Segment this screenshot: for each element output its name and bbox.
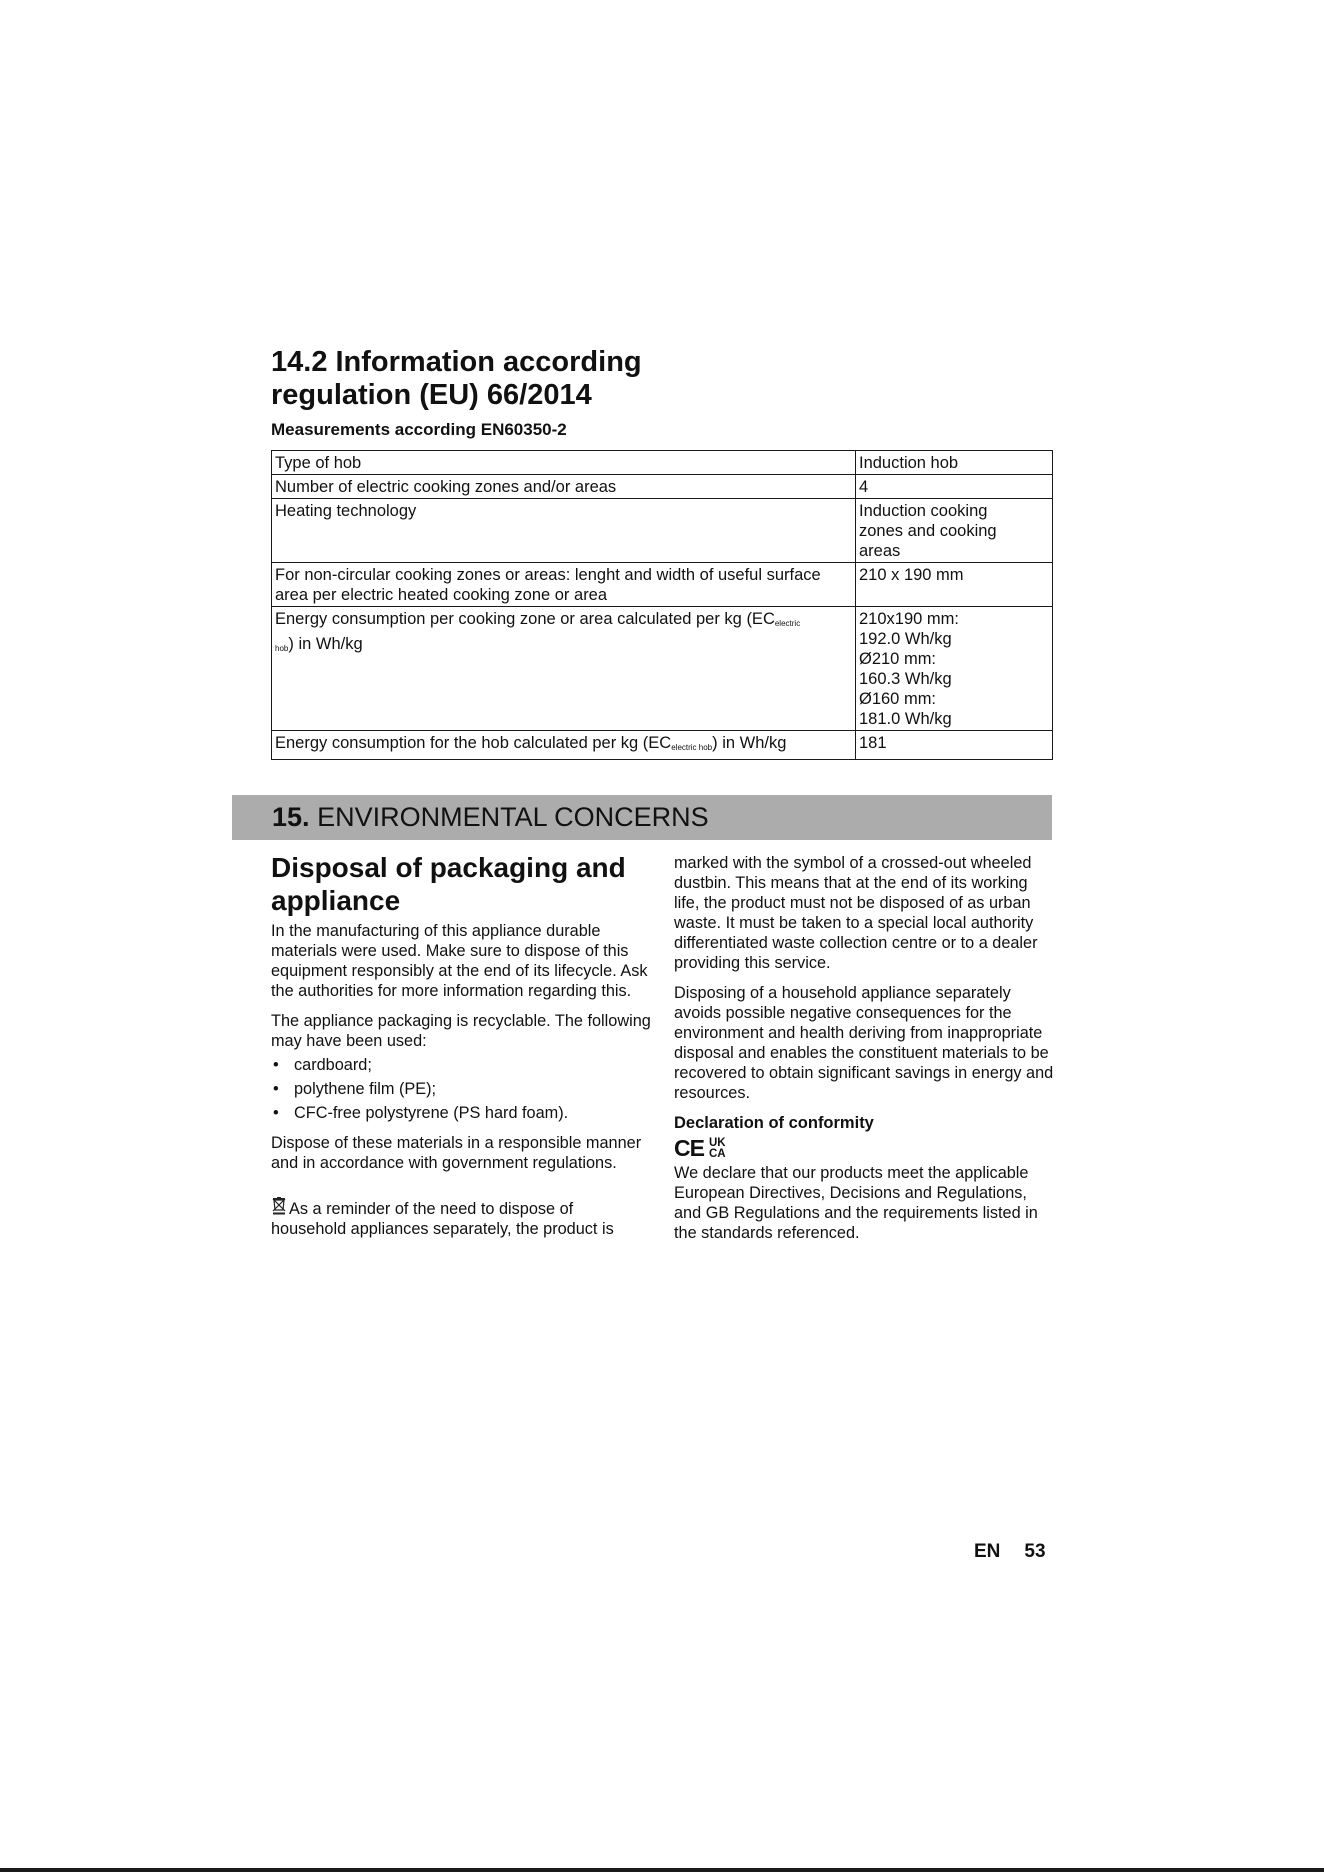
list-item-text: CFC-free polystyrene (PS hard foam). xyxy=(294,1104,569,1122)
row-label: Type of hob xyxy=(272,451,856,475)
row-value xyxy=(856,499,1053,563)
page-bottom-border xyxy=(0,1868,1324,1872)
section-number: 15. xyxy=(272,802,310,832)
paragraph: Disposing of a household appliance separately avoids possible negative consequences for the environment and health deriving from inappropriate disposal and enables the constituent materials to be recovered to obtain significant savings in energy and resources. xyxy=(674,984,1054,1102)
table-row xyxy=(272,563,1053,607)
row-label: Number of electric cooking zones and/or areas xyxy=(272,475,856,499)
ce-mark-icon: CE xyxy=(674,1135,704,1161)
value-line: 210x190 mm: xyxy=(859,610,959,628)
ukca-mark-icon: CA xyxy=(709,1148,726,1160)
paragraph: Dispose of these materials in a responsible manner and in accordance with government regulations. xyxy=(271,1134,642,1172)
value-line: areas xyxy=(859,542,901,560)
paragraph-text: As a reminder of the need to dispose of household appliances separately, the product is xyxy=(271,1200,614,1238)
value-line: Induction hob xyxy=(859,454,959,472)
value-line: 181 xyxy=(859,734,887,752)
label-text: ) in Wh/kg xyxy=(712,734,787,752)
row-value xyxy=(856,475,1053,499)
list-item-text: cardboard; xyxy=(294,1056,372,1074)
label-text: Energy consumption per cooking zone or area calculated per kg (EC xyxy=(275,610,775,628)
row-value xyxy=(856,451,1053,475)
section-15-banner xyxy=(232,795,1052,840)
paragraph: marked with the symbol of a crossed-out wheeled dustbin. This means that at the end of its working life, the product must not be disposed of as urban waste. It must be taken to a special local authority differentiated waste collection centre or to a dealer providing this service. xyxy=(674,854,1038,972)
table-row xyxy=(272,475,1053,499)
row-label xyxy=(272,731,856,760)
table-row xyxy=(272,607,1053,731)
bullet-icon: • xyxy=(273,1080,279,1098)
row-label: Heating technology xyxy=(272,499,856,563)
section-14-2-title xyxy=(271,346,1053,412)
language-code: EN xyxy=(974,1541,1001,1562)
title-line-2: regulation (EU) 66/2014 xyxy=(271,379,592,411)
ukca-mark-icon: UK xyxy=(709,1137,726,1149)
label-subscript: hob xyxy=(275,644,289,653)
list-item xyxy=(271,1055,651,1075)
measurements-subheading: Measurements according EN60350-2 xyxy=(271,420,567,439)
page-number: 53 xyxy=(1024,1541,1046,1562)
label-subscript: electric hob xyxy=(671,743,713,752)
spec-table xyxy=(271,450,1053,760)
crossed-out-wheeled-bin-icon xyxy=(271,1197,287,1215)
value-line: zones and cooking xyxy=(859,522,997,540)
left-column xyxy=(271,851,651,1249)
materials-list xyxy=(271,1055,651,1123)
list-item xyxy=(271,1103,651,1123)
value-line: 181.0 Wh/kg xyxy=(859,710,952,728)
paragraph: The appliance packaging is recyclable. The following may have been used: xyxy=(271,1012,651,1050)
heading-line: Disposal of packaging and xyxy=(271,852,626,883)
list-item xyxy=(271,1079,651,1099)
paragraph xyxy=(271,1197,651,1239)
paragraph: We declare that our products meet the applicable European Directives, Decisions and Regulations, and GB Regulations and the requirements listed in the standards referenced. xyxy=(674,1164,1038,1242)
heading-line: appliance xyxy=(271,885,401,916)
row-label xyxy=(272,607,856,731)
conformity-marks xyxy=(674,1135,1056,1161)
right-column xyxy=(674,853,1056,1253)
bullet-icon: • xyxy=(273,1056,279,1074)
declaration-heading: Declaration of conformity xyxy=(674,1114,874,1132)
page-footer xyxy=(974,1541,1046,1563)
section-14-2 xyxy=(271,346,1053,760)
disposal-heading xyxy=(271,851,651,917)
label-subscript: electric xyxy=(774,619,801,628)
row-value xyxy=(856,607,1053,731)
table-row xyxy=(272,451,1053,475)
value-line: 4 xyxy=(859,478,869,496)
row-value xyxy=(856,731,1053,760)
value-line: 160.3 Wh/kg xyxy=(859,670,952,688)
bullet-icon: • xyxy=(273,1104,279,1122)
label-text: Energy consumption for the hob calculated per kg (EC xyxy=(275,734,672,752)
table-row xyxy=(272,499,1053,563)
section-title: ENVIRONMENTAL CONCERNS xyxy=(317,802,709,832)
list-item-text: polythene film (PE); xyxy=(294,1080,437,1098)
title-line-1: 14.2 Information according xyxy=(271,346,642,378)
value-line: Ø210 mm: xyxy=(859,650,937,668)
value-line: Ø160 mm: xyxy=(859,690,937,708)
value-line: 192.0 Wh/kg xyxy=(859,630,952,648)
table-row xyxy=(272,731,1053,760)
section-15-title xyxy=(272,801,709,833)
row-value xyxy=(856,563,1053,607)
label-text: ) in Wh/kg xyxy=(288,635,363,653)
value-line: 210 x 190 mm xyxy=(859,566,964,584)
paragraph: In the manufacturing of this appliance durable materials were used. Make sure to dispose of this equipment responsibly at the end of its lifecycle. Ask the authorities for more information regarding this. xyxy=(271,922,648,1000)
value-line: Induction cooking xyxy=(859,502,988,520)
row-label: For non-circular cooking zones or areas: lenght and width of useful surface area per electric heated cooking zone or area xyxy=(272,563,856,607)
